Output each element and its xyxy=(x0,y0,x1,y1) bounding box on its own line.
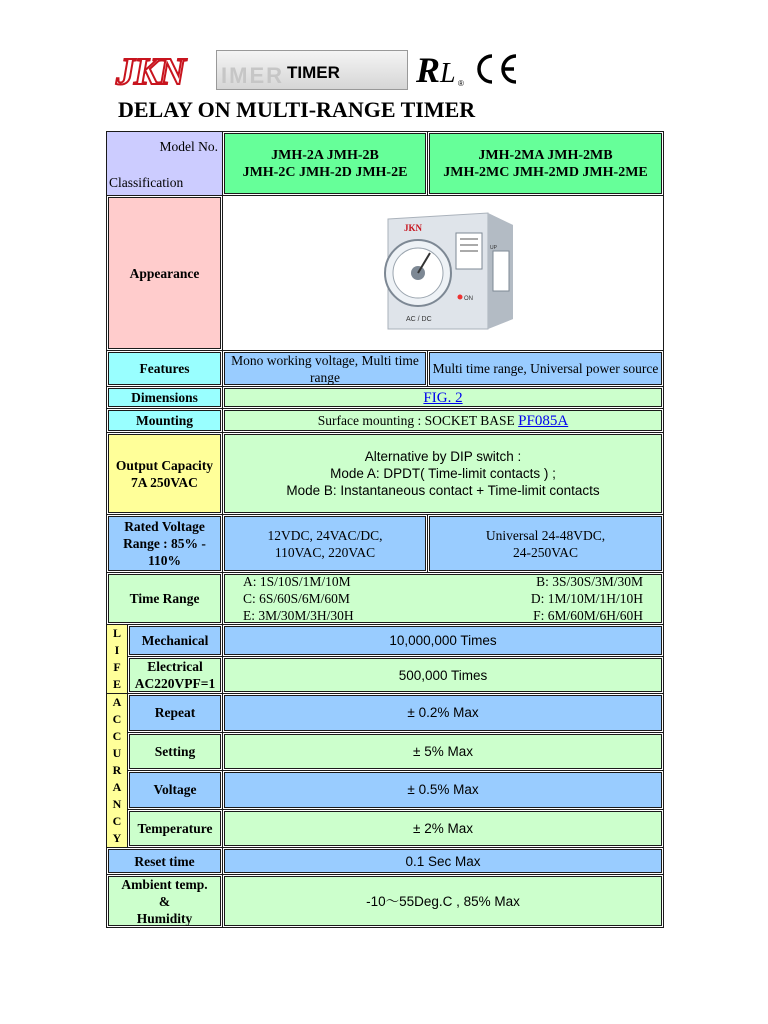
dimensions-label: Dimensions xyxy=(107,387,223,409)
vertical-letter: C xyxy=(112,729,122,743)
rated-voltage-left xyxy=(223,515,428,573)
features-left: Mono working voltage, Multi time range xyxy=(223,351,428,387)
model-classification-header xyxy=(107,132,223,196)
certification-marks-icon xyxy=(414,50,524,88)
product-up-text: UP xyxy=(490,245,497,251)
rated-voltage-label: Rated Voltage Range : 85% - 110% xyxy=(107,515,223,573)
rated-left-line: 110VAC, 220VAC xyxy=(274,544,376,560)
models-right-line: JMH-2MC JMH-2MD JMH-2ME xyxy=(443,164,648,180)
voltage-value: ± 0.5% Max xyxy=(223,771,664,810)
temperature-label: Temperature xyxy=(128,809,223,848)
svg-text:L: L xyxy=(440,58,456,88)
time-range-item: E: 3M/30M/3H/30H xyxy=(243,608,354,623)
reset-time-label: Reset time xyxy=(107,848,223,875)
models-left-cell xyxy=(223,132,428,196)
time-range-row xyxy=(243,590,643,607)
pf085a-link[interactable]: PF085A xyxy=(518,412,569,429)
mounting-cell xyxy=(223,409,664,433)
time-range-item: A: 1S/10S/1M/10M xyxy=(243,574,351,589)
models-left-line: JMH-2C JMH-2D JMH-2E xyxy=(242,164,408,180)
electrical-label-line: AC220VPF=1 xyxy=(134,676,216,692)
dimensions-cell xyxy=(223,387,664,409)
vertical-letter: C xyxy=(112,814,122,828)
ambient-value: -10～55Deg.C , 85% Max xyxy=(223,875,664,928)
timer-product-photo xyxy=(368,211,518,331)
time-range-label: Time Range xyxy=(107,573,223,625)
vertical-letter: R xyxy=(112,763,122,777)
ambient-label-line: & xyxy=(158,893,171,909)
classification-label: Classification xyxy=(109,175,184,190)
rated-right-line: Universal 24-48VDC, xyxy=(485,527,606,543)
mounting-text: Surface mounting : SOCKET BASE xyxy=(317,412,519,428)
time-range-row xyxy=(243,607,643,624)
mechanical-value: 10,000,000 Times xyxy=(223,625,664,657)
banner-title: TIMER xyxy=(287,63,340,82)
vertical-letter: Y xyxy=(112,831,122,845)
vertical-letter: C xyxy=(112,712,122,726)
vertical-letter: A xyxy=(112,695,122,709)
rated-left-line: 12VDC, 24VAC/DC, xyxy=(267,527,383,543)
spec-table xyxy=(106,131,664,928)
models-right-line: JMH-2MA JMH-2MB xyxy=(478,147,613,163)
vertical-letter: A xyxy=(112,780,122,794)
voltage-label: Voltage xyxy=(128,771,223,810)
ambient-label xyxy=(107,875,223,928)
ce-mark-icon xyxy=(479,56,516,82)
appearance-image-cell xyxy=(223,196,664,351)
models-right-cell xyxy=(428,132,664,196)
vertical-letter: N xyxy=(112,797,122,811)
time-range-row xyxy=(243,573,643,590)
setting-label: Setting xyxy=(128,732,223,771)
time-range-item: D: 1M/10M/1H/10H xyxy=(530,591,643,606)
svg-text:R: R xyxy=(416,50,441,88)
temperature-value: ± 2% Max xyxy=(223,809,664,848)
page-title: DELAY ON MULTI-RANGE TIMER xyxy=(118,97,476,122)
mounting-label: Mounting xyxy=(107,409,223,433)
mechanical-label: Mechanical xyxy=(128,625,223,657)
electrical-label xyxy=(128,657,223,694)
vertical-letter: E xyxy=(112,677,121,691)
rated-right-line: 24-250VAC xyxy=(512,544,578,560)
reset-time-value: 0.1 Sec Max xyxy=(223,848,664,875)
vertical-letter: F xyxy=(113,660,121,674)
time-range-item: F: 6M/60M/6H/60H xyxy=(533,608,643,623)
accuracy-section-label xyxy=(107,694,128,848)
time-range-item: B: 3S/30S/3M/30M xyxy=(536,574,643,589)
appearance-label: Appearance xyxy=(107,196,223,351)
features-right: Multi time range, Universal power source xyxy=(428,351,664,387)
timer-banner xyxy=(216,50,408,90)
ambient-label-line: Humidity xyxy=(136,910,193,926)
brand-logo: JKN xyxy=(116,51,185,93)
fig-2-link[interactable]: FIG. 2 xyxy=(423,389,463,406)
product-brand-text: JKN xyxy=(404,223,422,233)
banner-ghost-text: IMER xyxy=(221,63,284,88)
product-on-text: ON xyxy=(464,296,473,302)
models-left-line: JMH-2A JMH-2B xyxy=(271,147,379,163)
model-no-label: Model No. xyxy=(159,139,218,154)
output-line: Mode B: Instantaneous contact + Time-limit contacts xyxy=(286,483,600,498)
product-acdc-text: AC / DC xyxy=(406,316,432,323)
life-section-label xyxy=(107,625,128,694)
rated-voltage-right xyxy=(428,515,664,573)
electrical-label-line: Electrical xyxy=(147,659,203,675)
svg-text:®: ® xyxy=(458,79,464,88)
electrical-value: 500,000 Times xyxy=(223,657,664,694)
time-range-item: C: 6S/60S/6M/60M xyxy=(243,591,350,606)
repeat-label: Repeat xyxy=(128,694,223,733)
page-header xyxy=(116,44,536,94)
time-range-cell xyxy=(223,573,664,625)
vertical-letter: L xyxy=(112,626,121,640)
setting-value: ± 5% Max xyxy=(223,732,664,771)
output-line: Mode A: DPDT( Time-limit contacts ) ; xyxy=(330,466,556,481)
output-label-line: 7A 250VAC xyxy=(131,474,198,490)
features-label: Features xyxy=(107,351,223,387)
ul-mark-icon xyxy=(415,50,464,88)
ambient-label-line: Ambient temp. xyxy=(121,876,208,892)
output-label-line: Output Capacity xyxy=(115,457,214,473)
output-line: Alternative by DIP switch : xyxy=(364,449,522,464)
output-capacity-value xyxy=(223,433,664,515)
vertical-letter: U xyxy=(112,746,122,760)
output-capacity-label xyxy=(107,433,223,515)
vertical-letter: I xyxy=(114,643,120,657)
repeat-value: ± 0.2% Max xyxy=(223,694,664,733)
